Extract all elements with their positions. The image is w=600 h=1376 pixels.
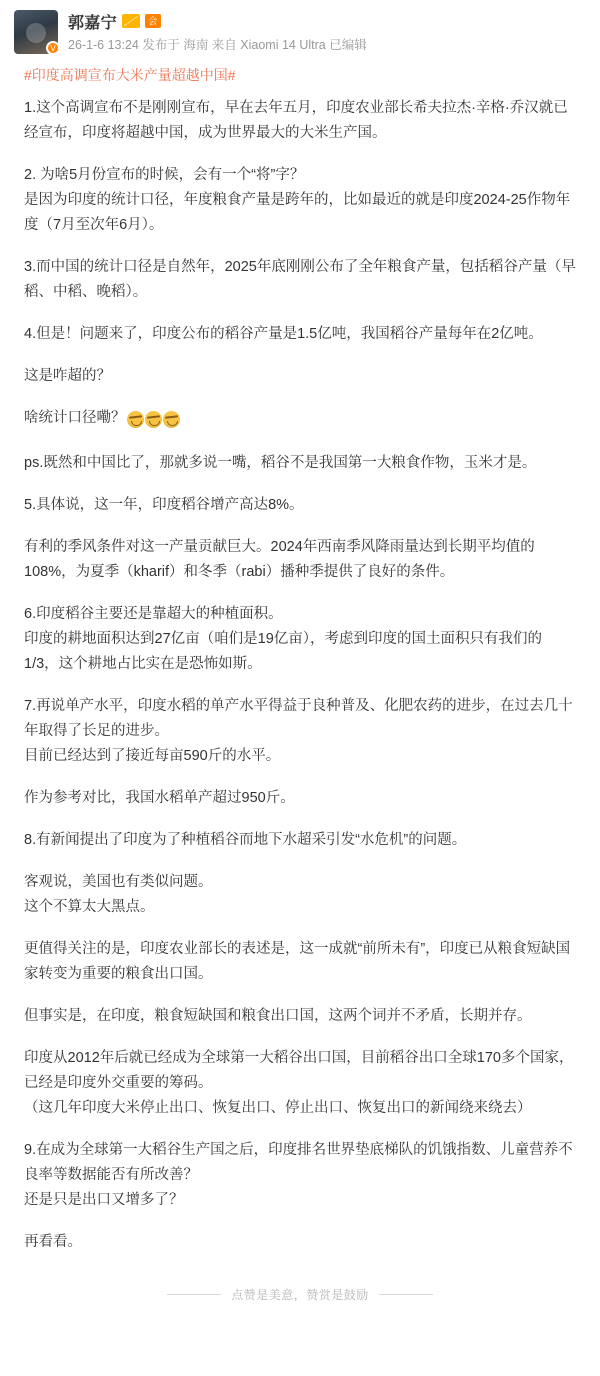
paragraph: 是因为印度的统计口径，年度粮食产量是跨年的，比如最近的就是印度2024-25作物年度（7月至次年6月）。 <box>24 192 571 233</box>
verified-badge-icon: V <box>46 41 58 54</box>
author-block <box>68 10 586 54</box>
paragraph-text: 啥统计口径嘞？ <box>24 410 126 426</box>
paragraph: 2. 为啥5月份宣布的时候，会有一个“将”字？ <box>24 167 305 183</box>
divider-left <box>167 1294 221 1295</box>
paragraph: 这个不算太大黑点。 <box>24 899 155 915</box>
paragraph: 4.但是！问题来了，印度公布的稻谷产量是1.5亿吨，我国稻谷产量每年在2亿吨。 <box>24 326 543 342</box>
paragraph: 1.这个高调宣布不是刚刚宣布，早在去年五月，印度农业部长希夫拉杰·辛格·乔汉就已经宣布，印度将超越中国，成为世界最大的大米生产国。 <box>24 100 568 141</box>
topic-link[interactable]: #印度高调宣布大米产量超越中国# <box>24 67 236 83</box>
paragraph: 更值得关注的是，印度农业部长的表述是，这一成就“前所未有”，印度已从粮食短缺国家转变为重要的粮食出口国。 <box>24 941 571 982</box>
dizzy-face-emoji <box>145 411 162 428</box>
crown-icon <box>122 14 140 28</box>
paragraph: 印度的耕地面积达到27亿亩（咱们是19亿亩），考虑到印度的国土面积只有我们的1/3，这个耕地占比实在是恐怖如斯。 <box>24 631 543 672</box>
vip-badge[interactable]: 会 <box>145 14 161 28</box>
paragraph: 印度从2012年后就已经成为全球第一大稻谷出口国，目前稻谷出口全球170多个国家，已经是印度外交重要的筹码。 <box>24 1050 574 1091</box>
dizzy-face-emoji <box>127 411 144 428</box>
post-content <box>0 86 600 1255</box>
footer-text: 点赞是美意，赞赏是鼓励 <box>231 1288 369 1302</box>
paragraph: 6.印度稻谷主要还是靠超大的种植面积。 <box>24 606 283 622</box>
paragraph: 再看看。 <box>24 1234 82 1250</box>
paragraph: 3.而中国的统计口径是自然年，2025年底刚刚公布了全年粮食产量，包括稻谷产量（早稻、中稻、晚稻）。 <box>24 259 576 300</box>
divider-right <box>379 1294 433 1295</box>
paragraph: 这是咋超的？ <box>24 368 111 384</box>
name-row <box>68 10 586 32</box>
post-meta: 26-1-6 13:24 发布于 海南 来自 Xiaomi 14 Ultra 已编辑 <box>68 38 367 52</box>
emoji-group <box>126 409 180 434</box>
paragraph: 作为参考对比，我国水稻单产超过950斤。 <box>24 790 295 806</box>
paragraph: 8.有新闻提出了印度为了种植稻谷而地下水超采引发“水危机”的问题。 <box>24 832 467 848</box>
paragraph: （这几年印度大米停止出口、恢复出口、停止出口、恢复出口的新闻绕来绕去） <box>24 1100 532 1116</box>
paragraph: 9.在成为全球第一大稻谷生产国之后，印度排名世界垫底梯队的饥饿指数、儿童营养不良率等数据能否有所改善？ <box>24 1142 573 1183</box>
paragraph: 还是只是出口又增多了？ <box>24 1192 184 1208</box>
post-header <box>0 0 600 60</box>
avatar[interactable] <box>14 10 58 54</box>
paragraph: 5.具体说，这一年，印度稻谷增产高达8%。 <box>24 497 304 513</box>
paragraph-with-emoji <box>24 406 576 434</box>
paragraph: 但事实是，在印度，粮食短缺国和粮食出口国，这两个词并不矛盾，长期并存。 <box>24 1008 532 1024</box>
paragraph: 目前已经达到了接近每亩590斤的水平。 <box>24 748 281 764</box>
author-name[interactable]: 郭嘉宁 <box>68 14 117 32</box>
paragraph: 有利的季风条件对这一产量贡献巨大。2024年西南季风降雨量达到长期平均值的108%，为夏季（kharif）和冬季（rabi）播种季提供了良好的条件。 <box>24 539 535 580</box>
post-footer <box>0 1272 600 1319</box>
paragraph: ps.既然和中国比了，那就多说一嘴，稻谷不是我国第一大粮食作物，玉米才是。 <box>24 455 537 471</box>
paragraph: 客观说，美国也有类似问题。 <box>24 874 213 890</box>
dizzy-face-emoji <box>163 411 180 428</box>
paragraph: 7.再说单产水平，印度水稻的单产水平得益于良种普及、化肥农药的进步，在过去几十年取得了长足的进步。 <box>24 698 573 739</box>
